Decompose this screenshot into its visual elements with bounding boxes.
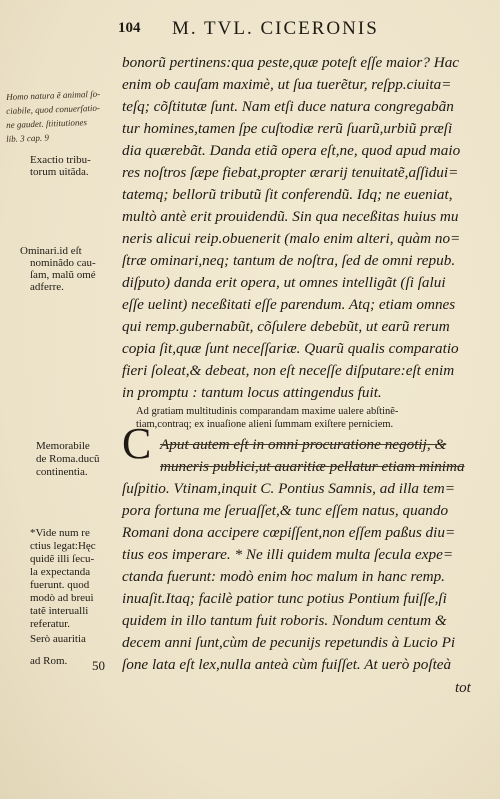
page-header [0, 18, 500, 46]
body-line: res noſtros ſæpe fiebat,propter ærarij tenuitatẽ,aſſidui= [122, 164, 459, 181]
margin-note-line: tatẽ interualli [30, 605, 89, 617]
body-line: tatemq; bellorũ tributũ ſit conferendũ. Idq; ne eueniat, [122, 186, 453, 203]
margin-note-line: la expectanda [30, 566, 91, 578]
running-title: M. TVL. CICERONIS [172, 18, 379, 39]
page-number: 104 [118, 20, 141, 36]
margin-note-line: Exactio tribu- [30, 154, 91, 166]
body-line: enim ob cauſam maximè, ut ſua tuerẽtur, reſpp.ciuita= [122, 76, 452, 93]
margin-note-line: ctius legat:Hęc [30, 540, 96, 552]
margin-note-line: modò ad breui [30, 592, 94, 604]
body-line: quidem in illo tantum fuit roboris. Nondum centum & [122, 612, 447, 629]
body-line: muneris publici,ut auaritiæ pellatur etiam minima [160, 458, 465, 475]
body-line: dia quærebãt. Danda etiã opera eſt,ne, quod apud maio [122, 142, 461, 159]
body-line: multò antè erit prouidendũ. Sin qua neceßitas huius mu [122, 208, 459, 225]
margin-note-line: fuerunt. quod [30, 579, 90, 591]
body-line: copia ſit,quæ ſunt neceſſariæ. Quarũ qualis comparatio [122, 340, 459, 357]
margin-note-line: Memorabile [36, 440, 90, 452]
body-line: tius eos imperare. * Ne illi quidem multa ſecula expe= [122, 546, 454, 563]
margin-note-line: de Roma.ducũ [36, 453, 100, 465]
margin-note-line: ad Rom. [30, 655, 68, 667]
body-line: pora fortuna me ſeruaſſet,& tunc eſſem natus, quando [122, 502, 449, 519]
margin-note-line: Ominari.id eſt [20, 245, 82, 257]
body-line: ctanda fuerunt: modò enim hoc malum in hanc remp. [122, 568, 445, 585]
body-line: eſſe uelint) neceßitati eſſe parendum. Atq; etiam omnes [122, 296, 456, 313]
body-line: ſone lata eſt lex,nulla anteà cùm fuiſſet. At uerò poſteà [122, 656, 452, 673]
manuscript-line: ciabile, quod conuerſatio- [6, 102, 101, 116]
summary-line: Ad gratiam multitudinis comparandam maxime ualere abſtinẽ- [136, 406, 399, 417]
body-line: tur homines,tamen ſpe cuſtodiæ rerũ ſuarũ,urbiũ præſi [122, 120, 453, 137]
body-line: fieri ſoleat,& debeat, non eſt neceſſe diſputare:eſt enim [122, 362, 455, 379]
margin-note-line: Serò auaritia [30, 633, 86, 645]
manuscript-line: ne gaudet. ſtititutiones [6, 117, 88, 130]
body-line: decem anni ſunt,cùm de pecunijs repetundis à Lucio Pi [122, 634, 456, 651]
margin-note-line: nominãdo cau- [30, 257, 96, 269]
margin-note-line: adferre. [30, 281, 64, 293]
manuscript-line: lib. 3 cap. 9 [6, 132, 50, 144]
body-line: ſtræ ominari,neq; tantum de noſtra, ſed de omni repub. [122, 252, 456, 269]
body-line: in promptu : tantum locus attingendus fuit. [122, 384, 382, 401]
margin-note-line: *Vide num re [30, 527, 90, 539]
margin-note-line: quidẽ illi ſecu- [30, 553, 95, 565]
body-line: Romani dona accipere cœpiſſent,non eſſem paßus diu= [122, 524, 456, 541]
body-line: Aput autem eſt in omni procuratione negotij, & [160, 436, 447, 453]
margin-note-line: referatur. [30, 618, 70, 630]
body-line: teſq; cõſtitutæ ſunt. Nam etſi duce natura congregabãn [122, 98, 454, 115]
margin-note-line: continentia. [36, 466, 88, 478]
margin-note-line: torum uitãda. [30, 166, 89, 178]
body-line: ſuſpitio. Vtinam,inquit C. Pontius Samnis, ad illa tem= [122, 480, 455, 497]
body-line: neris alicui reip.obuenerit (malo enim alteri, quàm no= [122, 230, 461, 247]
line-number: 50 [92, 658, 105, 673]
summary-line: tiam,contraq; ex inuaſione alieni ſummam exiſtere perniciem. [136, 419, 394, 430]
catchword: tot [455, 680, 471, 696]
body-line: qui remp.gubernabũt, cõſulere debebũt, ut earũ rerum [122, 318, 450, 335]
margin-note-line: ſam, malũ omé [30, 269, 96, 281]
body-line: diſputo) danda erit opera, ut omnes intelligãt (ſi ſalui [122, 274, 446, 291]
manuscript-line: Homo natura ẽ animal ſo- [6, 88, 101, 102]
body-line: bonorũ pertinens:qua peste,quæ poteſt eſſe maior? Hac [122, 54, 460, 71]
body-line: inuaſit.Itaq; facilè patior tunc potius Pontium fuiſſe,ſi [122, 590, 447, 607]
drop-cap: C [122, 419, 152, 468]
